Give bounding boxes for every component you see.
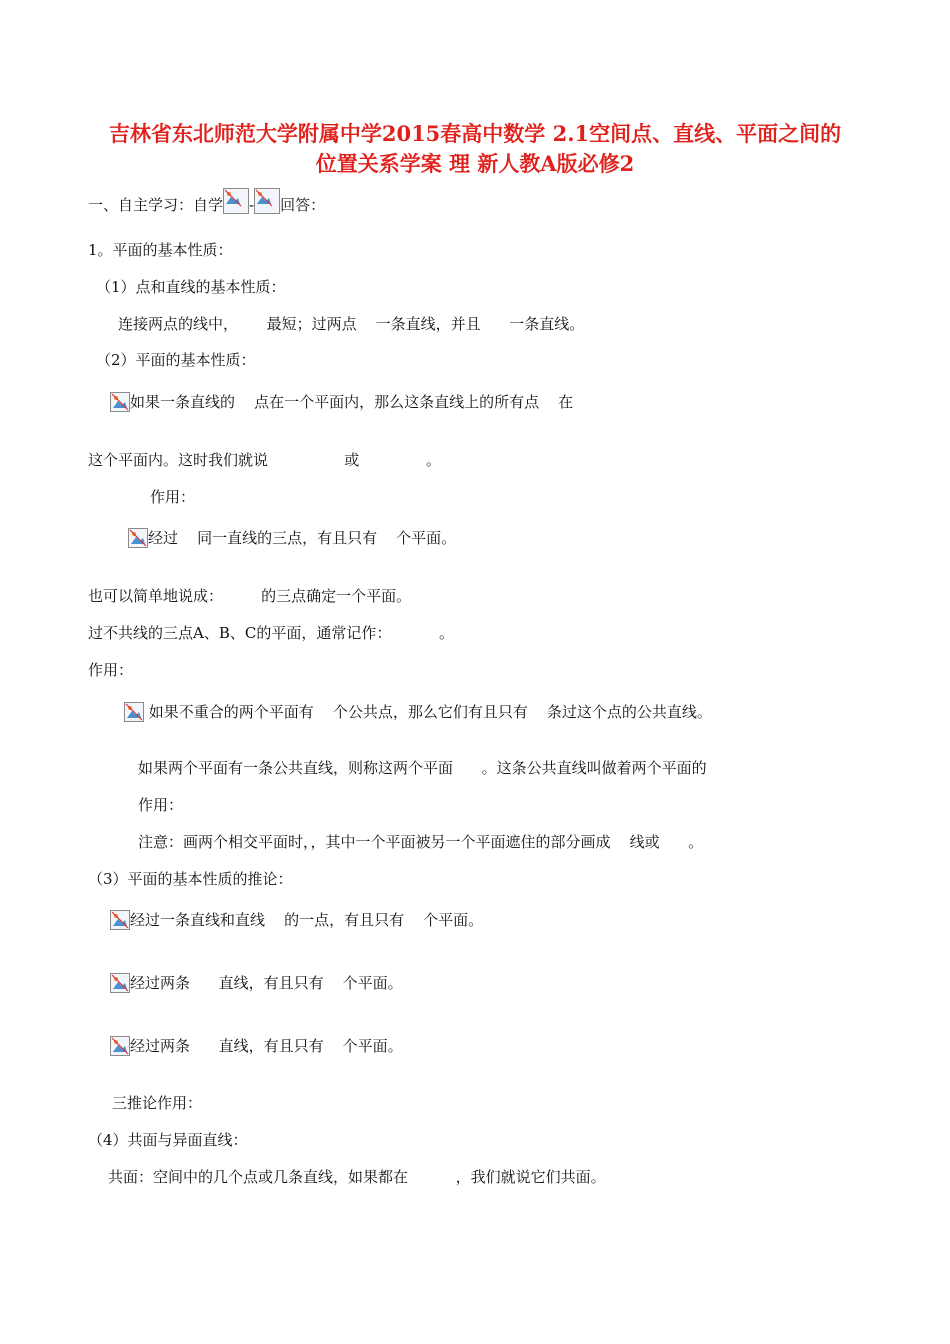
section-1-1-text: 连接两点的线中， 最短；过两点 一条直线，并且 一条直线。 [118,315,585,333]
section-1-heading: 1。平面的基本性质： [88,241,233,259]
axiom-3-intersect: 如果两个平面有一条公共直线，则称这两个平面 。这条公共直线叫做着两个平面的 [138,759,707,777]
section-1-3-heading: （3）平面的基本性质的推论： [88,870,293,888]
axiom-1-line-2: 这个平面内。这时我们就说 或 。 [88,451,442,469]
axiom-1-use: 作用： [150,488,196,506]
section-1-2-heading: （2）平面的基本性质： [96,351,256,369]
corollary-3-text: 经过两条 直线，有且只有 个平面。 [130,1037,403,1055]
axiom-2-notation: 过不共线的三点A、B、C的平面，通常记作： 。 [88,624,455,642]
broken-image-icon [223,188,249,214]
broken-image-icon [110,1036,130,1056]
broken-image-icon [124,702,144,722]
corollary-1-text: 经过一条直线和直线 的一点，有且只有 个平面。 [130,911,484,929]
section-1-1-heading: （1）点和直线的基本性质： [96,278,286,296]
section-1-4-heading: （4）共面与异面直线： [88,1131,248,1149]
broken-image-icon [254,188,280,214]
broken-image-icon [110,392,130,412]
corollary-2-text: 经过两条 直线，有且只有 个平面。 [130,974,403,992]
corollary-use: 三推论作用： [112,1094,203,1112]
document-title-line-1: 吉林省东北师范大学附属中学2015春高中数学 2.1空间点、直线、平面之间的 [108,121,842,146]
intro-suffix: 回答： [280,196,326,214]
broken-image-icon [128,528,148,548]
axiom-2-simple: 也可以简单地说成： 的三点确定一个平面。 [88,587,412,605]
intro-dash: - [249,196,255,214]
coplanar-definition: 共面：空间中的几个点或几条直线，如果都在 ，我们就说它们共面。 [108,1168,606,1186]
axiom-2-line [128,528,456,548]
corollary-1 [110,910,483,930]
axiom-1-text: 如果一条直线的 点在一个平面内，那么这条直线上的所有点 在 [130,393,574,411]
broken-image-icon [110,910,130,930]
axiom-1-line-1 [110,392,573,412]
corollary-2 [110,973,403,993]
axiom-2-text: 经过 同一直线的三点，有且只有 个平面。 [148,529,457,547]
axiom-3-line [124,702,712,722]
document-title-line-2: 位置关系学案 理 新人教A版必修2 [315,151,635,176]
axiom-2-use: 作用： [88,661,134,679]
axiom-3-note: 注意：画两个相交平面时，，其中一个平面被另一个平面遮住的部分画成 线或 。 [138,833,704,851]
axiom-3-text: 如果不重合的两个平面有 个公共点，那么它们有且只有 条过这个点的公共直线。 [144,703,712,721]
intro-prefix: 一、自主学习：自学 [88,196,224,214]
intro-line [88,188,325,215]
axiom-3-use: 作用： [138,796,184,814]
corollary-3 [110,1036,403,1056]
broken-image-icon [110,973,130,993]
